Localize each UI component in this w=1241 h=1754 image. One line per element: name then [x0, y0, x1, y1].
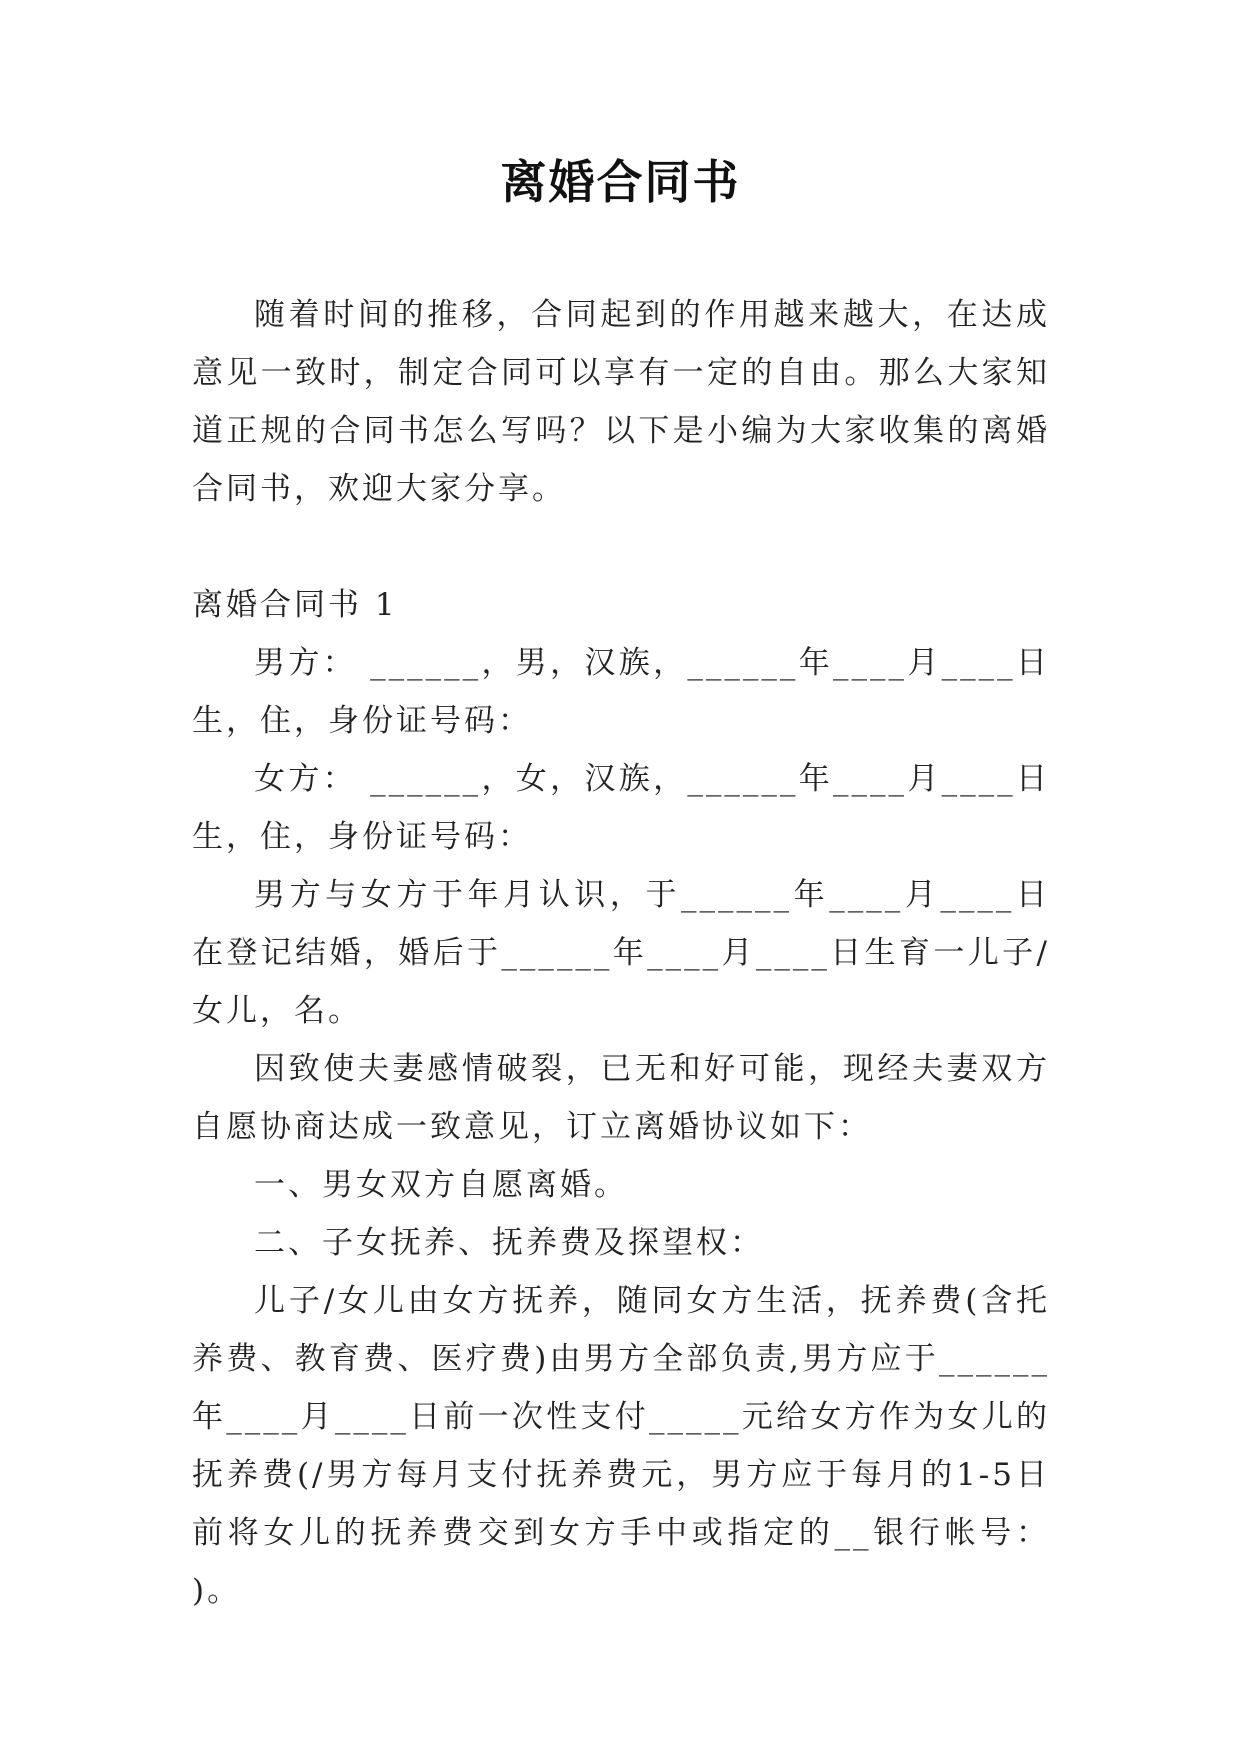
document-title: 离婚合同书: [500, 155, 741, 209]
clause-item-two: 二、子女抚养、抚养费及探望权：: [254, 1225, 764, 1261]
intro-paragraph: 随着时间的推移，合同起到的作用越来越大，在达成意见一致时，制定合同可以享有一定的自由。那么大家知道正规的合同书怎么写吗？以下是小编为大家收集的离婚合同书，欢迎大家分享。: [192, 297, 1050, 507]
document-body: [192, 286, 1050, 1620]
paragraph-gap: [192, 518, 1050, 576]
clause-child-support: 儿子/女儿由女方抚养，随同女方生活，抚养费(含托养费、教育费、医疗费)由男方全部负责,男方应于______年____月____日前一次性支付_____元给女方作为女儿的抚养费(/男方每月支付抚养费元，男方应于每月的1-5日前将女儿的抚养费交到女方手中或指定的__银行帐号： )。: [192, 1283, 1050, 1609]
section-heading: 离婚合同书 1: [192, 587, 398, 623]
clause-female-party: 女方： ______，女，汉族，______年____月____日生，住，身份证号码：: [192, 761, 1050, 855]
clause-marriage-history: 男方与女方于年月认识，于______年____月____日在登记结婚，婚后于______年____月____日生育一儿子/女儿，名。: [192, 877, 1050, 1029]
clause-divorce-reason: 因致使夫妻感情破裂，已无和好可能，现经夫妻双方自愿协商达成一致意见，订立离婚协议如下：: [192, 1051, 1050, 1145]
clause-item-one: 一、男女双方自愿离婚。: [254, 1167, 628, 1203]
clause-male-party: 男方： ______，男，汉族，______年____月____日生，住，身份证号码：: [192, 645, 1050, 739]
